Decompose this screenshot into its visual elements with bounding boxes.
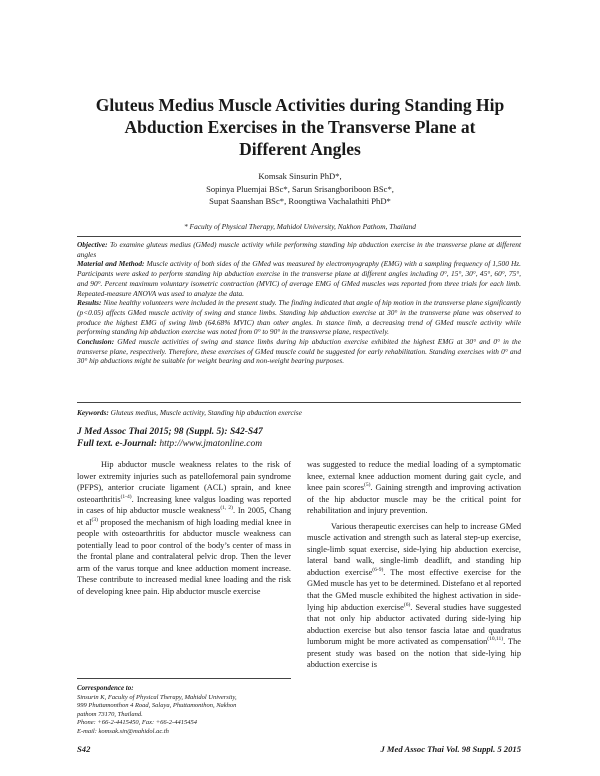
body-paragraph	[77, 459, 291, 598]
correspondence-line: Phone: +66-2-4415450, Fax: +66-2-4415454	[77, 719, 197, 727]
title-line: Different Angles	[239, 139, 361, 159]
keywords-text: Gluteus medius, Muscle activity, Standing hip abduction exercise	[108, 408, 302, 417]
correspondence-email: E-mail: komsak.sin@mahidol.ac.th	[77, 727, 169, 735]
page-number: S42	[77, 744, 91, 754]
citation-ref: (1, 2)	[220, 505, 233, 512]
body-text: Hip abductor muscle weakness relates to the risk of lower extremity injuries such as patellofemoral pain syndrome (PFPS), anterior cruciate ligament (ACL) sprain, and knee osteoarthritis	[77, 460, 291, 504]
body-paragraph	[307, 459, 521, 517]
abstract-method	[77, 259, 521, 298]
body-text: . Gaining strength and improving activation of the hip abductor muscle may be the critical point for rehabilitation and injury prevention.	[307, 483, 521, 516]
journal-citation	[77, 427, 263, 450]
body-text: Various therapeutic exercises can help to increase GMed muscle activation and strength such as lateral step-up exercise, single-limb squat exercise, side-lying hip abduction exercise, lateral band walk, single-limb deadlift, and standing hip abduction exercise	[307, 521, 521, 577]
body-text: . The most effective exercise for the GMed muscle has yet to be determined. Distefano et al reported that the GMed muscle exhibited the highest activation in side-lying hip abduction exercise	[307, 567, 521, 612]
citation-ref: (10,11)	[487, 636, 504, 643]
fulltext-line	[77, 439, 263, 451]
citation-ref: (5)	[363, 482, 371, 489]
body-text: . In 2005, Chang et al	[77, 506, 291, 527]
keywords	[77, 408, 521, 417]
body-text: . Several studies have suggested that not only hip abductor activated during side-lying hip abduction exercise but also tensor fascia latae and quadratus lumborum might be more activated as compensation	[307, 602, 521, 647]
abstract-conclusion	[77, 337, 521, 366]
author-list	[60, 170, 540, 208]
fulltext-label: Full text. e-Journal:	[77, 438, 157, 449]
method-text: Muscle activity of both sides of the GMed was measured by electromyography (EMG) with a sampling frequency of 1,500 Hz. Participants were asked to perform standing hip abduction exercise in the transverse plane at different angles including 0°, 15°, 30°, 45°, 60°, 75°, and 90°. Percent maximum voluntary isometric contraction (MVIC) of average EMG of GMed muscles was reported from three trials for each limb. Repeated-measure ANOVA was used to analyze the data.	[77, 259, 521, 298]
body-column-right	[307, 459, 521, 671]
abstract	[77, 240, 521, 366]
conclusion-label: Conclusion:	[77, 337, 115, 347]
correspondence-heading: Correspondence to:	[77, 684, 134, 692]
body-text: . Increasing knee valgus loading was reported in cases of hip abductor muscle weakness	[77, 494, 291, 516]
correspondence	[77, 684, 291, 737]
correspondence-line: Sinsurin K, Faculty of Physical Therapy, Mahidol University,	[77, 693, 237, 701]
fulltext-link[interactable]: http://www.jmatonline.com	[156, 438, 263, 449]
title-line: Gluteus Medius Muscle Activities during Standing Hip	[95, 95, 505, 115]
body-text: . The present study was based on the notion that side-lying hip abduction exercise is	[307, 637, 521, 670]
results-label: Results:	[77, 298, 102, 308]
conclusion-text: GMed muscle activities of swing and stance limbs during hip abduction exercise exhibited the highest EMG at 30° and 0° in the transverse plane, respectively. Therefore, these exercises of GMed muscle could be suggested for early rehabilitation. Standing exercises with 0° and 30° hip abductions might be suitable for weight bearing and non-weight bearing purposes.	[77, 337, 521, 366]
affiliation: * Faculty of Physical Therapy, Mahidol University, Nakhon Pathom, Thailand	[184, 222, 416, 231]
citation-ref: (6-9)	[372, 567, 384, 574]
body-paragraph	[307, 521, 521, 671]
title-line: Abduction Exercises in the Transverse Plane at	[124, 117, 476, 137]
abstract-top-rule	[77, 236, 521, 237]
author-line: Supat Saanshan BSc*, Roongtiwa Vachalathiti PhD*	[209, 196, 391, 206]
correspondence-line: pathom 73170, Thailand.	[77, 710, 143, 718]
abstract-objective	[77, 240, 521, 259]
correspondence-line: 999 Phuttamonthon 4 Road, Salaya, Phuttamonthon, Nakhon	[77, 702, 237, 710]
abstract-bottom-rule	[77, 402, 521, 403]
correspondence-rule	[77, 678, 291, 679]
author-line: Sopinya Pluemjai BSc*, Sarun Srisangboriboon BSc*,	[206, 183, 394, 194]
body-column-left	[77, 459, 291, 598]
article-title	[60, 94, 540, 160]
body-text: was suggested to reduce the medial loading of a symptomatic knee, external knee adduction moment during gait cycle, and knee pain scores	[307, 460, 521, 493]
abstract-results	[77, 298, 521, 337]
citation-ref: (3)	[91, 516, 98, 523]
body-text: proposed the mechanism of high loading medial knee in people with osteoarthritis for abductor muscle weakness can potentially lead to poor control of the body’s center of mass in the frontal plane and contralateral pelvic drop. Then the lever arm of the varus torque and knee adduction moment increase. These contribute to increased medial knee loading and the risk of developing knee pain. Hip abductor muscle exercise	[77, 517, 291, 597]
keywords-label: Keywords:	[77, 408, 109, 417]
journal-line: J Med Assoc Thai 2015; 98 (Suppl. 5): S42-S47	[77, 427, 263, 437]
results-text: Nine healthy volunteers were included in the present study. The finding indicated that angle of hip motion in the transverse plane significantly (p<0.05) affects GMed muscle activity of swing and stance limbs. Standing hip abduction exercise at 30° in the transverse plane was observed to produce the highest EMG of swing limb (64.68% MVIC) than other angles. In stance limb, a decreasing trend of GMed muscle activity while performing standing hip abduction exercise was noted from 0° to 90° in the transverse plane, respectively.	[77, 298, 521, 337]
objective-label: Objective:	[77, 240, 108, 249]
citation-ref: (1-4)	[120, 493, 132, 500]
footer-journal: J Med Assoc Thai Vol. 98 Suppl. 5 2015	[380, 744, 521, 754]
method-label: Material and Method:	[77, 259, 145, 269]
objective-text: To examine gluteus medius (GMed) muscle activity while performing standing hip abduction exercise in the transverse plane at different angles	[77, 240, 521, 259]
citation-ref: (6)	[403, 601, 411, 608]
author-line: Komsak Sinsurin PhD*,	[258, 171, 342, 181]
